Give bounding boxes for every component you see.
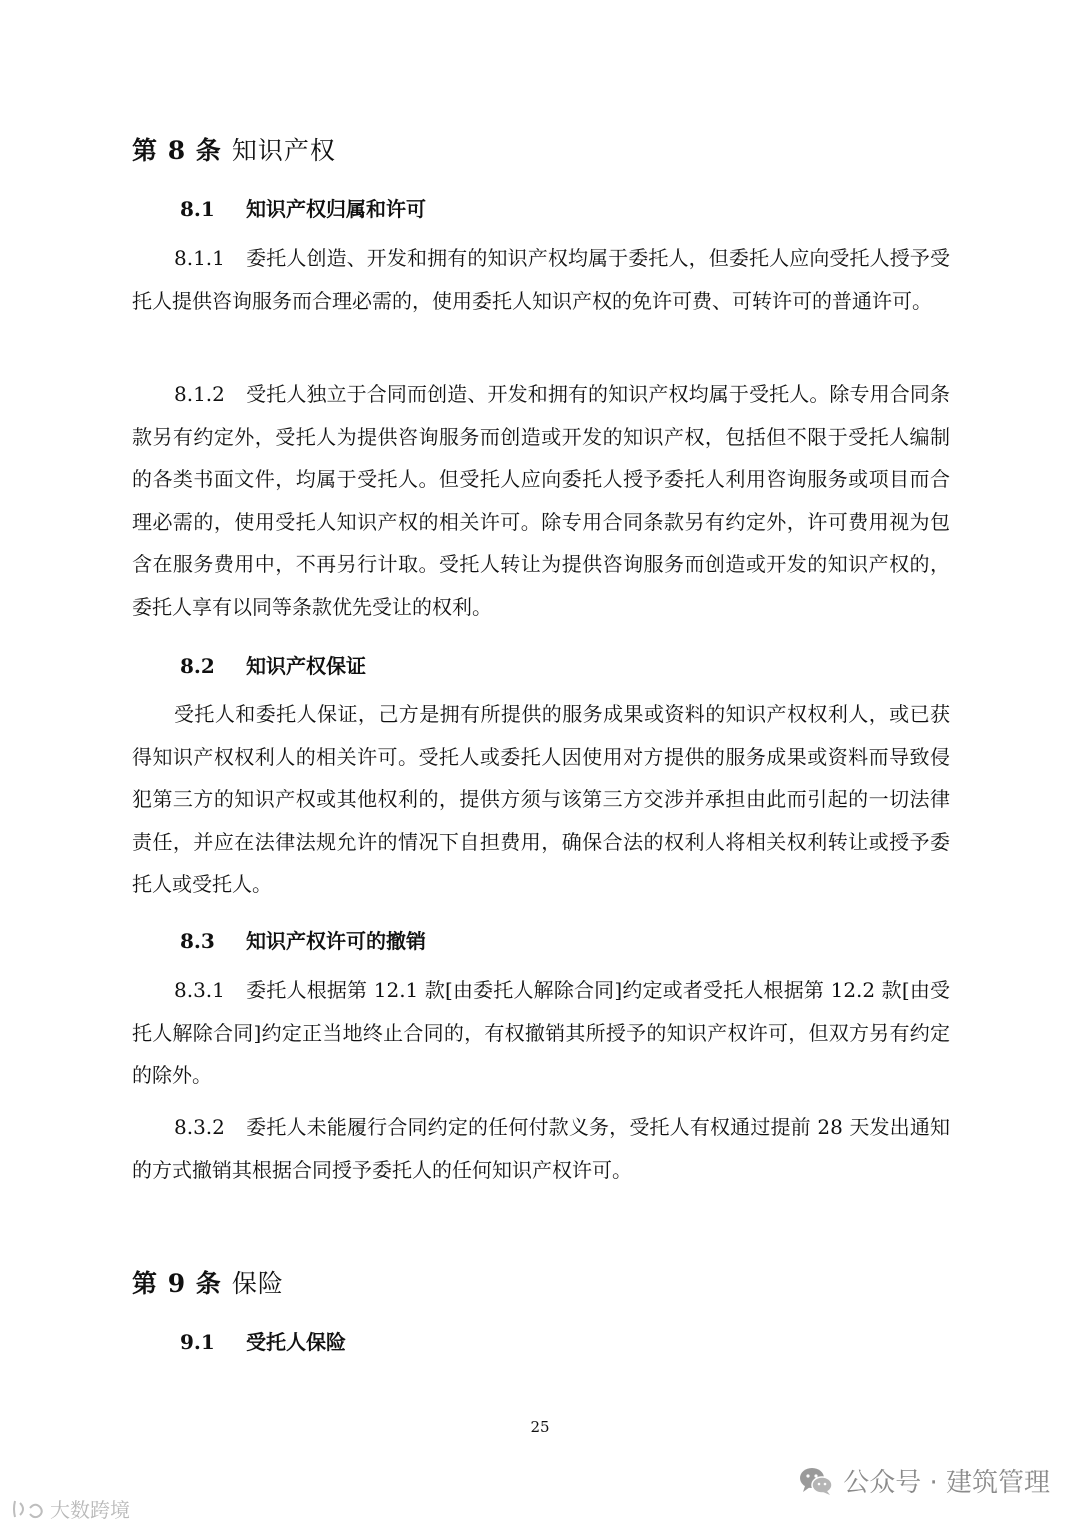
section-8-3-heading (180, 925, 426, 954)
clause-8-3-1 (132, 969, 950, 1097)
clause-number: 8.1.2 (174, 382, 225, 406)
page-number: 25 (530, 1418, 550, 1436)
section-number: 8.1 (180, 197, 215, 221)
article-8-title: 知识产权 (231, 136, 336, 165)
clause-text: 委托人创造、开发和拥有的知识产权均属于委托人，但委托人应向受托人授予受托人提供咨询服务而合理必需的，使用委托人知识产权的免许可费、可转许可的普通许可。 (132, 246, 950, 313)
section-number: 9.1 (180, 1330, 215, 1354)
clause-text: 委托人根据第 12.1 款[由委托人解除合同]约定或者受托人根据第 12.2 款[由受托人解除合同]约定正当地终止合同的，有权撤销其所授予的知识产权许可，但双方另有约定的除外。 (132, 978, 950, 1088)
clause-8-1-2 (132, 373, 950, 629)
section-title: 受托人保险 (246, 1330, 346, 1354)
clause-text: 受托人独立于合同而创造、开发和拥有的知识产权均属于受托人。除专用合同条款另有约定外，受托人为提供咨询服务而创造或开发的知识产权，包括但不限于受托人编制的各类书面文件，均属于受托人。但受托人应向委托人授予委托人利用咨询服务或项目而合理必需的，使用受托人知识产权的相关许可。除专用合同条款另有约定外，许可费用视为包含在服务费用中，不再另行计取。受托人转让为提供咨询服务而创造或开发的知识产权的，委托人享有以同等条款优先受让的权利。 (132, 382, 950, 619)
article-8-number: 第 8 条 (132, 136, 222, 165)
clause-number: 8.3.2 (174, 1115, 225, 1139)
section-title: 知识产权保证 (246, 654, 366, 678)
source-watermark (12, 1494, 130, 1523)
wechat-icon (799, 1466, 833, 1496)
clause-8-1-1 (132, 237, 950, 322)
article-8-heading (132, 131, 336, 167)
brand-logo-icon (12, 1498, 46, 1520)
clause-number: 8.3.1 (174, 978, 225, 1002)
article-9-number: 第 9 条 (132, 1269, 222, 1298)
source-name: 大数跨境 (50, 1498, 130, 1522)
article-9-title: 保险 (231, 1269, 284, 1298)
section-title: 知识产权许可的撤销 (246, 929, 426, 953)
clause-text: 委托人未能履行合同约定的任何付款义务，受托人有权通过提前 28 天发出通知的方式撤销其根据合同授予委托人的任何知识产权许可。 (132, 1115, 950, 1182)
article-9-heading (132, 1264, 284, 1300)
section-8-1-heading (180, 193, 426, 222)
wechat-account-name: 公众号 · 建筑管理 (843, 1468, 1050, 1498)
section-8-2-heading (180, 650, 366, 679)
wechat-watermark (799, 1462, 1050, 1499)
section-number: 8.3 (180, 929, 215, 953)
section-number: 8.2 (180, 654, 215, 678)
section-title: 知识产权归属和许可 (246, 197, 426, 221)
paragraph-8-2: 受托人和委托人保证，己方是拥有所提供的服务成果或资料的知识产权权利人，或已获得知识产权权利人的相关许可。受托人或委托人因使用对方提供的服务成果或资料而导致侵犯第三方的知识产权或其他权利的，提供方须与该第三方交涉并承担由此而引起的一切法律责任，并应在法律法规允许的情况下自担费用，确保合法的权利人将相关权利转让或授予委托人或受托人。 (132, 702, 950, 897)
section-9-1-heading (180, 1326, 346, 1355)
clause-8-3-2 (132, 1106, 950, 1191)
clause-number: 8.1.1 (174, 246, 225, 270)
